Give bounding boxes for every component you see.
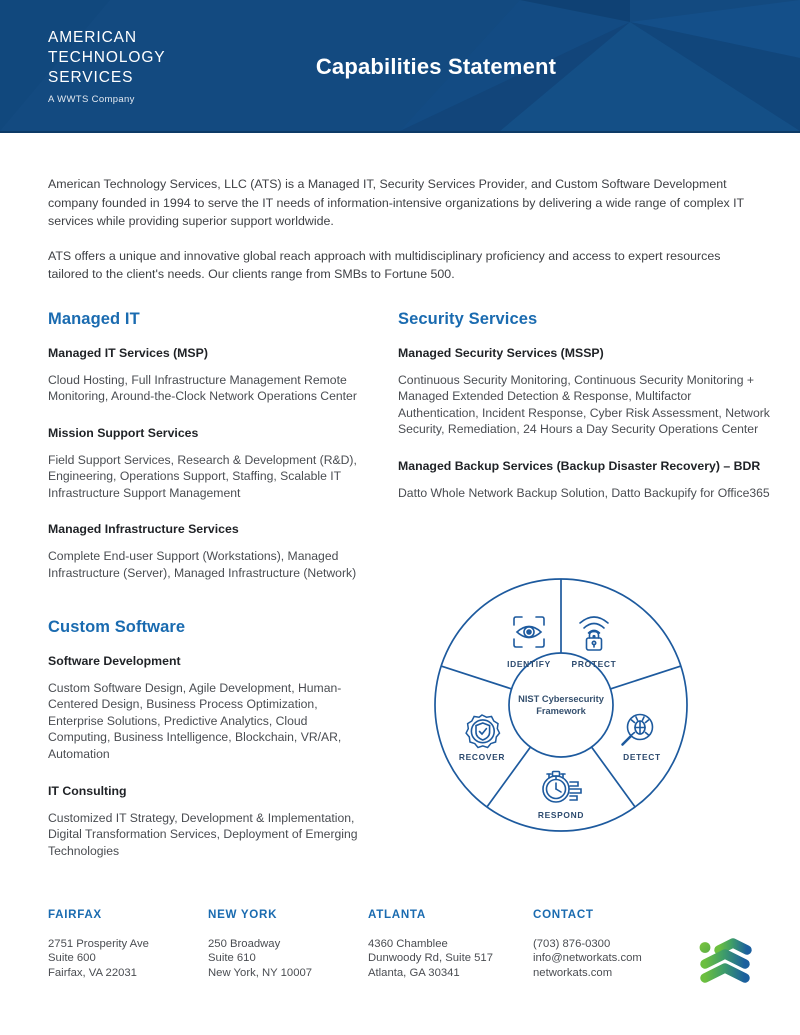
service-block [48, 521, 370, 581]
segment-label-protect: PROTECT [571, 659, 617, 669]
nist-cybersecurity-framework-diagram [432, 572, 690, 842]
magnifier-bug-icon [623, 715, 653, 745]
service-body: Customized IT Strategy, Development & Implementation, Digital Transformation Services, Deployment of Emerging Technologies [48, 810, 358, 858]
segment-label-identify: IDENTIFY [507, 659, 551, 669]
service-heading: Software Development [48, 653, 181, 668]
office-address-line: Fairfax, VA 22031 [48, 966, 137, 979]
service-body: Field Support Services, Research & Development (R&D), Engineering, Operations Support, Staffing, Scalable IT Infrastructure Support Management [48, 452, 357, 500]
segment-label-detect: DETECT [623, 752, 661, 762]
section-title-security-services: Security Services [398, 309, 538, 328]
service-body: Continuous Security Monitoring, Continuous Security Monitoring + Managed Extended Detection & Response, Multifactor Authentication, Incident Response, Cyber Risk Assessment, Network Security, Remediation, 24 Hours a Day Security Operations Center [398, 372, 770, 437]
wifi-lock-icon [580, 617, 608, 650]
segment-label-recover: RECOVER [458, 752, 506, 762]
office-address-line: Dunwoody Rd, Suite 517 [368, 952, 493, 965]
service-block [398, 458, 772, 502]
logo-chevron-bottom [705, 968, 745, 978]
office-address-line: Atlanta, GA 30341 [368, 966, 460, 979]
eye-scan-icon [514, 617, 544, 647]
office-address-line: New York, NY 10007 [208, 966, 313, 979]
service-block [48, 345, 370, 405]
logo-tagline: A WWTS Company [48, 94, 135, 105]
contact-email[interactable]: info@networkats.com [533, 952, 642, 965]
office-address-line: 250 Broadway [208, 938, 281, 950]
page-title: Capabilities Statement [315, 54, 557, 79]
logo-line-3: SERVICES [48, 69, 134, 86]
nist-wheel-svg [432, 572, 690, 842]
office-city: NEW YORK [208, 908, 278, 921]
segment-protect [572, 617, 617, 669]
service-body: Datto Whole Network Backup Solution, Datto Backupify for Office365 [398, 485, 770, 500]
contact-website[interactable]: networkats.com [533, 966, 613, 979]
office-city: FAIRFAX [48, 908, 102, 921]
page-footer [0, 908, 800, 980]
right-column [398, 310, 772, 502]
wheel-center-label-line1: NIST Cybersecurity [518, 694, 604, 704]
service-body: Custom Software Design, Agile Development, Human-Centered Design, Business Process Optimization, Enterprise Solutions, Predictive Analytics, Cloud Computing, Business Intelligence, Blockchain, VR/AR, Automation [48, 680, 342, 762]
segment-respond [538, 772, 584, 821]
service-heading: Managed Backup Services (Backup Disaster Recovery) – BDR [398, 458, 761, 473]
section-managed-it [48, 310, 370, 582]
intro-paragraph-1: American Technology Services, LLC (ATS) is a Managed IT, Security Services Provider, and Custom Software Development company founded in 1994 to serve the IT needs of information-intensive organizations by delivering a wide range of complex IT services while providing superior support worldwide. [48, 177, 744, 228]
service-heading: Managed Security Services (MSSP) [398, 345, 604, 360]
stopwatch-icon [543, 772, 581, 803]
logo-dot [700, 942, 711, 953]
service-block [48, 425, 370, 502]
office-address-line: Suite 600 [48, 952, 96, 965]
section-title-custom-software: Custom Software [48, 617, 186, 636]
logo-line-2: TECHNOLOGY [48, 49, 166, 66]
section-security-services [398, 310, 772, 502]
office-city: ATLANTA [368, 908, 426, 921]
service-block [48, 783, 370, 860]
logo-chevron-middle [705, 954, 745, 964]
service-block [48, 653, 370, 763]
segment-recover [459, 715, 505, 762]
contact-heading: CONTACT [533, 908, 594, 921]
segment-identify [507, 617, 551, 669]
ats-chevron-logo [694, 936, 756, 984]
service-body: Cloud Hosting, Full Infrastructure Management Remote Monitoring, Around-the-Clock Network Operations Center [48, 372, 357, 404]
section-title-managed-it: Managed IT [48, 309, 140, 328]
segment-label-respond: RESPOND [537, 810, 585, 820]
wheel-spoke [610, 666, 680, 689]
office-block [368, 908, 533, 980]
service-body: Complete End-user Support (Workstations), Managed Infrastructure (Server), Managed Infrastructure (Network) [48, 549, 357, 581]
logo-line-1: AMERICAN [48, 29, 138, 46]
segment-detect [623, 715, 662, 763]
service-block [398, 345, 772, 438]
section-custom-software [48, 618, 370, 860]
page-header [0, 0, 800, 133]
service-heading: IT Consulting [48, 783, 127, 798]
service-heading: Mission Support Services [48, 425, 199, 440]
service-heading: Managed IT Services (MSP) [48, 345, 208, 360]
intro-section [48, 175, 752, 284]
office-address-line: Suite 610 [208, 952, 256, 965]
wheel-center-label-line2: Framework [536, 706, 586, 716]
left-column [48, 310, 370, 860]
office-address-line: 4360 Chamblee [368, 938, 448, 950]
contact-phone[interactable]: (703) 876-0300 [533, 938, 611, 950]
logo-chevron-top [719, 943, 747, 950]
wheel-spoke [441, 666, 511, 689]
service-heading: Managed Infrastructure Services [48, 522, 239, 537]
contact-block [533, 908, 703, 980]
intro-paragraph-2: ATS offers a unique and innovative global reach approach with multidisciplinary proficiency and access to expert resources tailored to the client's needs. Our clients range from SMBs to Fortune 500. [48, 248, 721, 281]
gear-shield-icon [466, 715, 499, 748]
office-block [48, 908, 208, 980]
office-address-line: 2751 Prosperity Ave [48, 938, 149, 950]
office-block [208, 908, 368, 980]
